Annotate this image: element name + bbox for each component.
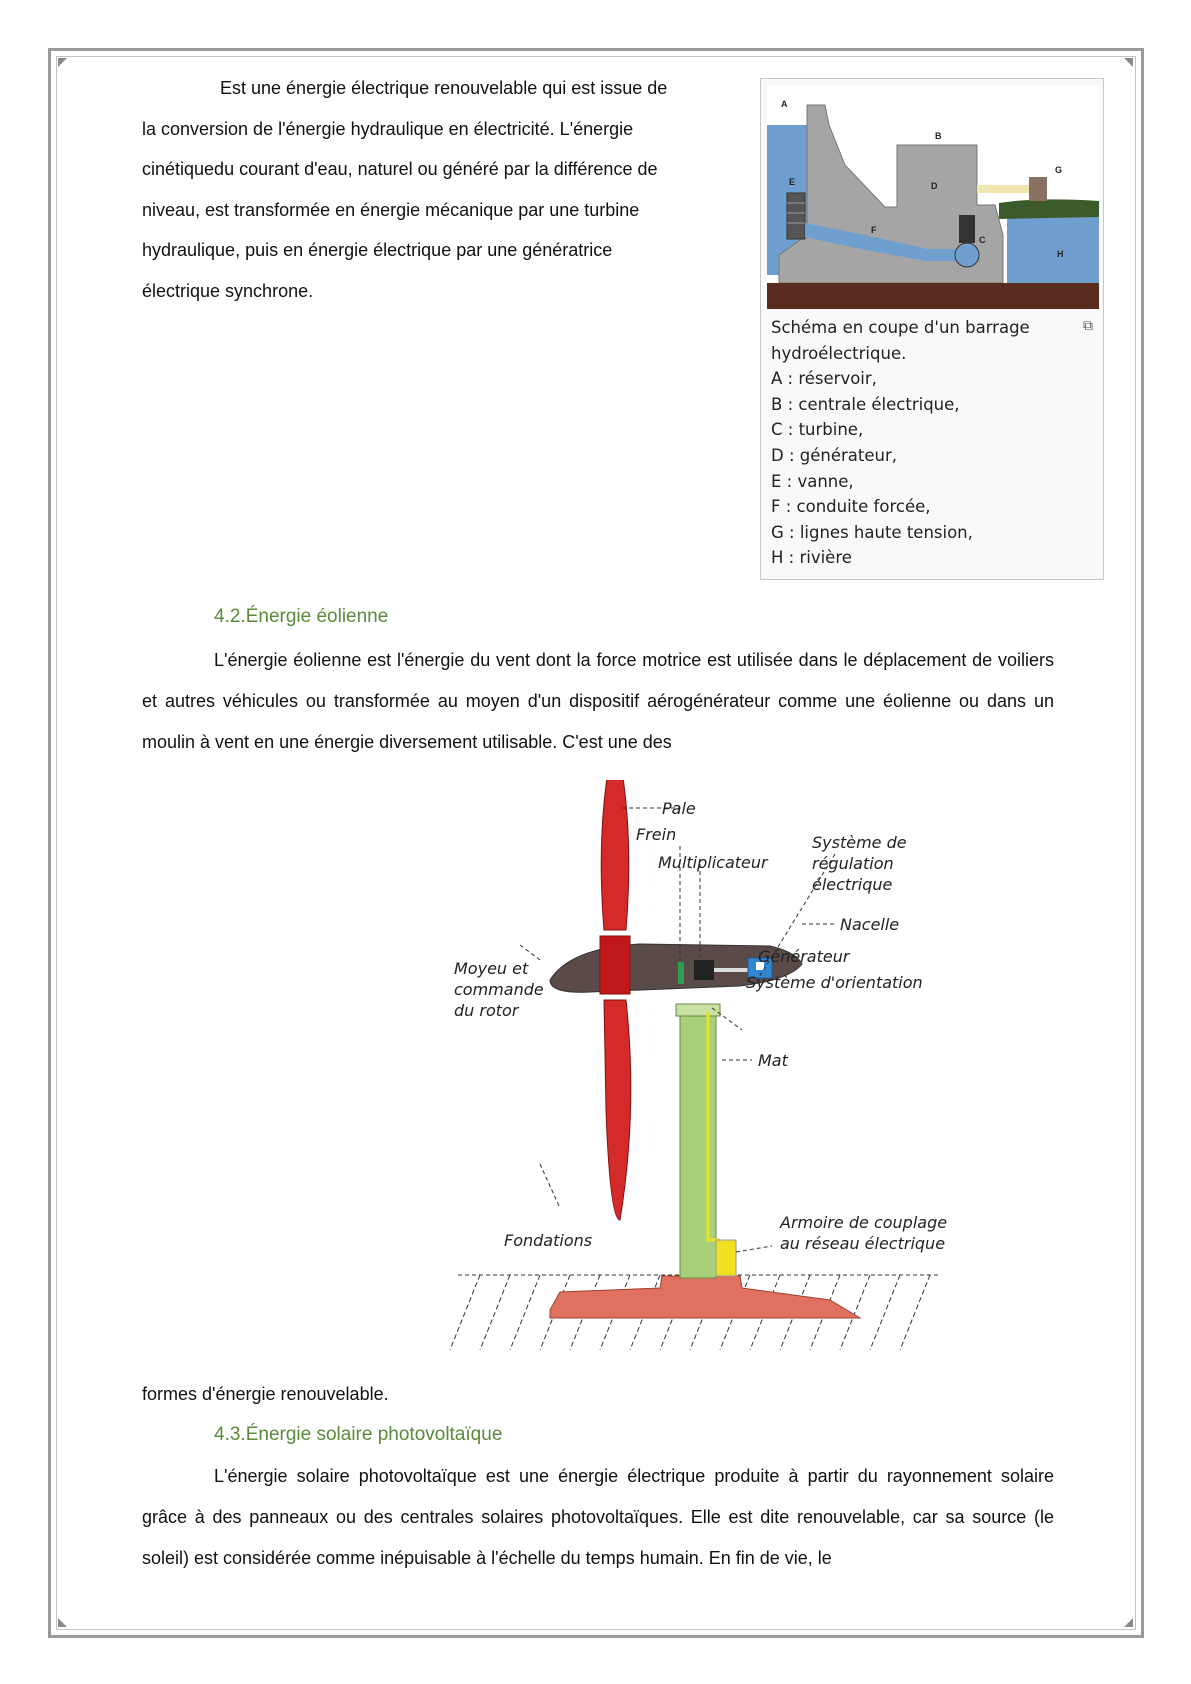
paragraph-wind-end: formes d'énergie renouvelable. [142,1384,389,1404]
svg-text:E: E [789,177,796,187]
label-moyeu-1: Moyeu et [454,959,529,978]
label-armoire-1: Armoire de couplage [780,1213,948,1232]
text-line: la conversion de l'énergie hydraulique en électricité. L'énergie [142,118,634,139]
corner-ornament [58,58,67,67]
label-orientation: Système d'orientation [746,973,923,992]
legend-item: H : rivière [771,548,852,568]
label-pale: Pale [662,799,696,818]
section-number: 4.2. [214,606,246,627]
text-line: niveau, est transformée en énergie mécanique par une turbine [142,199,640,220]
corner-ornament [1124,58,1133,67]
legend-item: A : réservoir, [771,369,877,389]
label-fondations: Fondations [504,1231,593,1250]
text-line: hydraulique, puis en énergie électrique par une génératrice [142,240,613,260]
legend-item: D : générateur, [771,445,897,465]
label-regulation-3: électrique [812,875,893,894]
section-title: Énergie éolienne [245,606,389,627]
svg-text:D: D [931,181,938,191]
label-generateur: Générateur [758,947,850,966]
label-frein: Frein [636,825,677,844]
legend-item: E : vanne, [771,471,854,491]
corner-ornament [58,1618,67,1627]
paragraph-hydro [142,68,742,311]
label-regulation-1: Système de [812,833,907,852]
label-mat: Mat [758,1051,788,1070]
svg-text:C: C [979,235,986,245]
dam-caption [771,315,1091,571]
section-heading-4-3 [214,1424,502,1446]
section-title: Énergie solaire photovoltaïque [245,1424,503,1445]
text-line: cinétiquedu courant d'eau, naturel ou généré par la différence de [142,159,658,179]
text-line: électrique synchrone. [142,280,314,301]
legend-item: G : lignes haute tension, [771,522,973,542]
svg-text:B: B [935,131,942,141]
section-heading-4-2 [214,606,388,628]
dam-diagram [767,85,1099,309]
legend-item: C : turbine, [771,420,864,440]
label-multiplicateur: Multiplicateur [658,853,768,872]
corner-ornament [1124,1618,1133,1627]
section-number: 4.3. [214,1424,246,1445]
enlarge-icon[interactable]: ⧉ [1083,317,1093,333]
paragraph-wind: L'énergie éolienne est l'énergie du vent dont la force motrice est utilisée dans le déplacement de voiliers et autres véhicules ou transformée au moyen d'un dispositif aérogénérateur comme une éolienne ou dans un moulin à vent en une énergie diversement utilisable. C'est une des [142,650,1054,752]
label-moyeu-2: commande [454,980,544,999]
caption-title: Schéma en coupe d'un barrage hydroélectrique. [771,318,1030,363]
label-regulation-2: régulation [812,854,894,873]
dam-figure [760,78,1104,580]
svg-text:H: H [1057,249,1064,259]
label-armoire-2: au réseau électrique [780,1234,946,1253]
wind-turbine-diagram [440,780,980,1350]
legend-item: F : conduite forcée, [771,497,931,517]
label-moyeu-3: du rotor [454,1001,519,1020]
label-nacelle: Nacelle [840,915,900,934]
paragraph-solar: L'énergie solaire photovoltaïque est une énergie électrique produite à partir du rayonnement solaire grâce à des panneaux ou des centrales solaires photovoltaïques. Elle est dite renouvelable, car sa source (le soleil) est considérée comme inépuisable à l'échelle du temps humain. En fin de vie, le [142,1466,1054,1568]
legend-item: B : centrale électrique, [771,394,960,414]
text-line: Est une énergie électrique renouvelable qui est issue de [220,78,668,98]
svg-text:A: A [781,99,788,109]
svg-text:F: F [871,225,877,235]
svg-text:G: G [1055,165,1063,175]
